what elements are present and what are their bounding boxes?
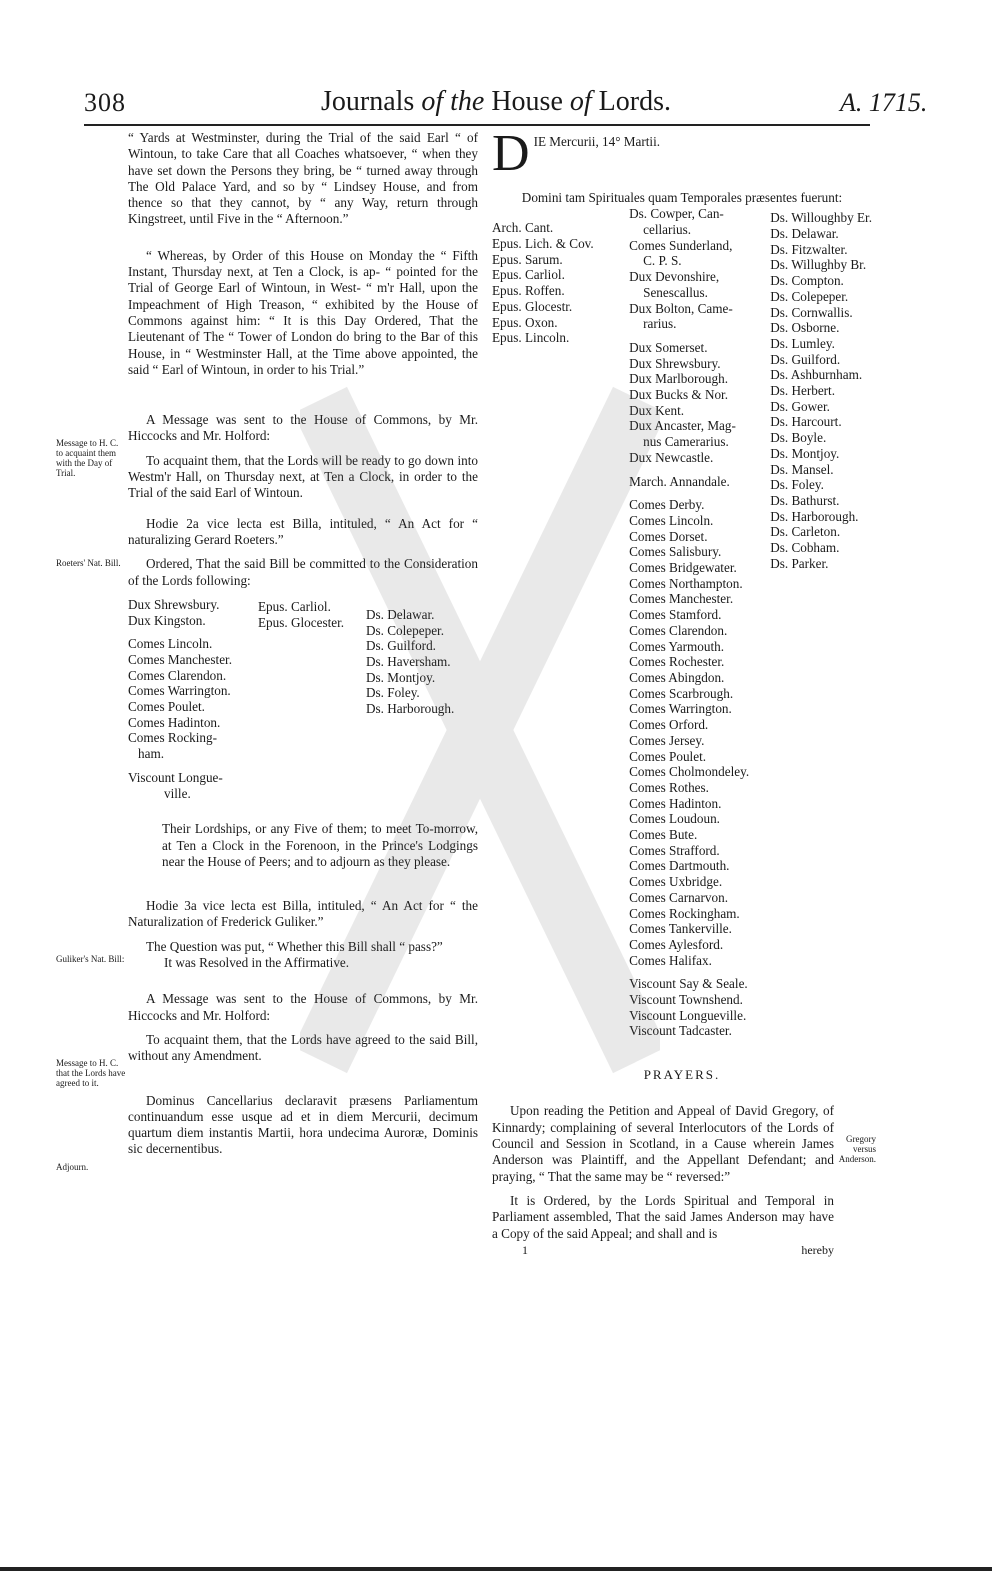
list-item: Ds. Compton. <box>770 273 844 289</box>
list-item: Comes Yarmouth. <box>629 638 724 654</box>
list-item: Comes Clarendon. <box>629 622 728 638</box>
list-item: Ds. Lumley. <box>770 335 835 351</box>
list-item: Comes Orford. <box>629 717 709 733</box>
list-item: Comes Salisbury. <box>629 544 722 560</box>
list-item: Comes Scarbrough. <box>629 685 734 701</box>
session-date: IE Mercurii, 14° Martii. <box>533 134 661 149</box>
list-item: Comes Dartmouth. <box>629 858 730 874</box>
left-column <box>128 130 478 1158</box>
page-year: A. 1715. <box>840 88 928 117</box>
list-item: Dux Devonshire, <box>629 269 720 285</box>
list-item: Ds. Harborough. <box>366 701 455 717</box>
list-item: Comes Rocking- <box>128 730 218 746</box>
catchword: hereby <box>801 1242 834 1257</box>
list-item: Epus. Carliol. <box>258 598 331 614</box>
list-item: Ds. Foley. <box>770 477 824 493</box>
list-item: Ds. Cobham. <box>770 540 840 556</box>
list-item: Epus. Glocestr. <box>492 298 573 314</box>
list-item: Comes Uxbridge. <box>629 874 723 890</box>
list-item: Dux Shrewsbury. <box>629 355 721 371</box>
signature-mark: 1 <box>522 1242 528 1257</box>
drop-cap: D <box>492 130 530 176</box>
list-item: Dux Kent. <box>629 402 685 418</box>
list-item: Epus. Lincoln. <box>492 330 570 346</box>
list-item: Comes Poulet. <box>629 748 707 764</box>
list-item: Viscount Longueville. <box>629 1007 747 1023</box>
bottom-edge <box>0 1567 992 1571</box>
list-item: Comes Northampton. <box>629 575 743 591</box>
list-item: Dux Bucks & Nor. <box>629 387 729 403</box>
list-item: Comes Jersey. <box>629 732 705 748</box>
list-item: Comes Aylesford. <box>629 936 724 952</box>
gregory-appeal: Upon reading the Petition and Appeal of David Gregory, of Kinnardy; complaining of several Interlocutors of the Lords of Council and Session in Scotland, in a Cause wherein James Anderson was Plaintiff, and the Appellant Defendant; and praying, “ That the same may be “ reversed:” <box>492 1103 834 1184</box>
list-item: C. P. S. <box>643 253 682 269</box>
list-item: Epus. Glocester. <box>258 614 345 630</box>
margin-note-message-agreed: Message to H. C. that the Lords have agreed to it. <box>56 1058 126 1088</box>
list-item: Senescallus. <box>643 284 708 300</box>
list-item: Comes Rochester. <box>629 654 725 670</box>
list-item: March. Annandale. <box>629 473 730 489</box>
margin-note-adjourn: Adjourn. <box>56 1162 89 1172</box>
list-item: Ds. Colepeper. <box>770 288 849 304</box>
list-item: Comes Manchester. <box>629 591 734 607</box>
list-item: Dux Shrewsbury. <box>128 596 220 612</box>
list-item: Comes Rockingham. <box>629 905 740 921</box>
list-item: nus Camerarius. <box>643 434 729 450</box>
list-item: ville. <box>164 785 191 801</box>
prayers-heading: PRAYERS. <box>643 1067 721 1083</box>
message-commons-2: A Message was sent to the House of Commons, by Mr. Hiccocks and Mr. Holford: <box>128 991 478 1023</box>
list-item: Ds. Delawar. <box>366 606 435 622</box>
list-item: Comes Manchester. <box>128 651 233 667</box>
margin-note-guliker-bill: Guliker's Nat. Bill: <box>56 954 125 964</box>
resolved-affirmative: It was Resolved in the Affirmative. <box>164 955 350 971</box>
lords-col-1 <box>492 220 629 1039</box>
title-of: of <box>569 86 592 117</box>
list-item: Ds. Cowper, Can- <box>629 206 724 222</box>
list-item: Comes Dorset. <box>629 528 708 544</box>
list-item: Comes Rothes. <box>629 779 709 795</box>
list-item: rarius. <box>643 316 677 332</box>
lordships-meeting: Their Lordships, or any Five of them; to meet To-morrow, at Ten a Clock in the Forenoon, in the Prince's Lodgings near the House of Peers; and to adjourn as they please. <box>162 821 478 869</box>
list-item: Ds. Ashburnham. <box>770 367 863 383</box>
list-item: Epus. Sarum. <box>492 251 563 267</box>
list-item: Ds. Carleton. <box>770 524 841 540</box>
guliker-third-reading: Hodie 3a vice lecta est Billa, intituled, “ An Act for “ the Naturalization of Frederick Guliker.” <box>128 898 478 930</box>
order-trial-wintoun: “ Whereas, by Order of this House on Monday the “ Fifth Instant, Thursday next, at Ten a Clock, is ap- “ pointed for the Trial of George Earl of Wintoun, in West- “ m'r Hall, upon the Impeachment of High Treason, “ exhibited by the House of Commons against him: “ It is this Day Ordered, That the Lieutenant of The “ Tower of London do bring to the Bar of this House, in “ Westminster Hall, at the Time above appointed, the said “ Earl of Wintoun, in order to his Trial.” <box>128 247 478 377</box>
list-item: Comes Bridgewater. <box>629 560 737 576</box>
committee-lords <box>128 597 478 801</box>
lords-col-3 <box>770 210 872 1039</box>
list-item: Comes Halifax. <box>629 952 712 968</box>
list-item: Comes Derby. <box>629 497 705 513</box>
lords-present-heading: Domini tam Spirituales quam Temporales præsentes fuerunt: <box>521 190 843 205</box>
margin-note-roeters-bill: Roeters' Nat. Bill. <box>56 558 121 568</box>
list-item: Comes Warrington. <box>128 683 231 699</box>
list-item: Comes Warrington. <box>629 701 732 717</box>
header-rule <box>84 124 870 126</box>
lords-present-list <box>492 206 872 1039</box>
question-put: The Question was put, “ Whether this Bill shall “ pass?” <box>146 938 443 954</box>
list-item: Viscount Say & Seale. <box>629 976 748 992</box>
acquaint-trial: To acquaint them, that the Lords will be ready to go down into Westm'r Hall, on Thursday next, at Ten a Clock, in order to the Trial of the said Earl of Wintoun. <box>128 452 478 501</box>
title-lords: Lords. <box>598 86 671 117</box>
list-item: Epus. Lich. & Cov. <box>492 236 594 251</box>
list-item: Dux Somerset. <box>629 339 708 355</box>
list-item: Comes Sunderland, <box>629 237 733 253</box>
list-item: Viscount Tadcaster. <box>629 1023 732 1039</box>
list-item: Ds. Montjoy. <box>366 669 436 685</box>
list-item: Ds. Guilford. <box>770 351 841 367</box>
list-item: Comes Loudoun. <box>629 811 720 827</box>
list-item: Comes Cholmondeley. <box>629 764 750 780</box>
list-item: Ds. Cornwallis. <box>770 304 853 320</box>
list-item: Ds. Gower. <box>770 398 830 414</box>
list-item: Ds. Bathurst. <box>770 492 840 508</box>
list-item: Dux Ancaster, Mag- <box>629 418 736 434</box>
list-item: Comes Poulet. <box>128 699 205 715</box>
list-item: Ds. Herbert. <box>770 383 836 399</box>
committal-order: Ordered, That the said Bill be committed to the Consideration of the Lords following: <box>128 556 478 588</box>
list-item: Ds. Boyle. <box>770 430 827 446</box>
list-item: Comes Hadinton. <box>128 714 221 730</box>
list-item: Comes Strafford. <box>629 842 720 858</box>
adjournment: Dominus Cancellarius declaravit præsens Parliamentum continuandum esse usque ad et in diem Mercurii, decimum quartum diem instantis Martii, hora undecima Auroræ, Dominis sic decernentibus. <box>128 1092 478 1157</box>
roeters-second-reading: Hodie 2a vice lecta est Billa, intituled, “ An Act for “ naturalizing Gerard Roeters.” <box>128 515 478 547</box>
order-anderson-copy: It is Ordered, by the Lords Spiritual and Temporal in Parliament assembled, That the said James Anderson may have a Copy of the said Appeal; and shall and is <box>492 1192 834 1241</box>
list-item: Viscount Townshend. <box>629 992 743 1008</box>
list-item: Dux Marlborough. <box>629 371 729 387</box>
list-item: Epus. Roffen. <box>492 283 565 299</box>
title-house: House <box>491 86 563 117</box>
acquaint-agreed: To acquaint them, that the Lords have agreed to the said Bill, without any Amendment. <box>128 1031 478 1064</box>
list-item: Ds. Willoughby Er. <box>770 210 872 226</box>
list-item: Ds. Willughby Br. <box>770 257 867 273</box>
list-item: Ds. Harborough. <box>770 508 859 524</box>
list-item: Epus. Oxon. <box>492 314 558 330</box>
list-item: Comes Carnarvon. <box>629 889 728 905</box>
list-item: Dux Bolton, Came- <box>629 300 733 316</box>
list-item: Ds. Montjoy. <box>770 445 840 461</box>
margin-note-message-day-of-trial: Message to H. C. to acquaint them with the Day of Trial. <box>56 438 119 478</box>
order-coaches: “ Yards at Westminster, during the Trial of the said Earl “ of Wintoun, to take Care that all Coaches whatsoever, “ when they have set down the Persons they bring, be “ turned away through The Old Palace Yard, and so by “ Lindsey House, and from thence so that they cannot, by “ any Way, return through Kingstreet, until Five in the “ Afternoon.” <box>128 130 478 227</box>
lords-col-2 <box>629 206 770 1039</box>
list-item: Comes Bute. <box>629 827 698 843</box>
list-item: Dux Kingston. <box>128 612 206 628</box>
margin-note-gregory: Gregory versus Anderson. <box>838 1134 876 1164</box>
list-item: Ds. Harcourt. <box>770 414 842 430</box>
list-item: ham. <box>138 746 165 762</box>
message-commons-1: A Message was sent to the House of Commons, by Mr. Hiccocks and Mr. Holford: <box>128 412 478 444</box>
list-item: Ds. Mansel. <box>770 461 834 477</box>
page-number: 308 <box>84 88 126 117</box>
list-item: Epus. Carliol. <box>492 267 565 283</box>
list-item: cellarius. <box>643 222 692 237</box>
list-item: Comes Tankerville. <box>629 921 732 937</box>
list-item: Ds. Fitzwalter. <box>770 241 848 257</box>
list-item: Ds. Haversham. <box>366 653 451 669</box>
committee-col-1 <box>128 597 258 801</box>
title-of-the: of the <box>421 86 485 117</box>
list-item: Comes Stamford. <box>629 607 722 623</box>
right-column <box>492 130 872 1258</box>
list-item: Dux Newcastle. <box>629 449 714 465</box>
list-item: Ds. Foley. <box>366 685 420 701</box>
list-item: Comes Hadinton. <box>629 795 722 811</box>
list-item: Ds. Parker. <box>770 555 829 571</box>
list-item: Viscount Longue- <box>128 769 223 785</box>
list-item: Ds. Osborne. <box>770 320 840 336</box>
committee-col-2 <box>258 597 366 801</box>
list-item: Ds. Colepeper. <box>366 622 445 638</box>
list-item: Ds. Delawar. <box>770 226 839 241</box>
list-item: Comes Clarendon. <box>128 667 227 683</box>
list-item: Comes Abingdon. <box>629 669 725 685</box>
list-item: Arch. Cant. <box>492 220 554 236</box>
committee-col-3 <box>366 597 454 801</box>
list-item: Comes Lincoln. <box>629 512 714 528</box>
list-item: Comes Lincoln. <box>128 636 213 652</box>
list-item: Ds. Guilford. <box>366 638 436 654</box>
title-journals: Journals <box>321 86 415 117</box>
